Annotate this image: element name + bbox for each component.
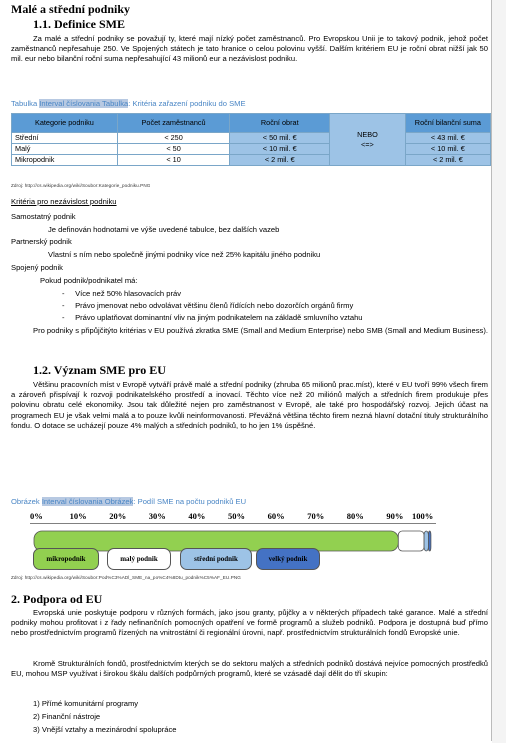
paragraph-support: Evropská unie poskytuje podporu v různých formách, jako jsou granty, půjčky a v některých případech také garance. Malé a střední podniky mohou profitovat i z řady nefinančních pomocných opatření ve formě programů a služeb podniků. Podpora je dostupná buď přímo nebo prostřednictvím programů řízených na vnitrostátní či regionální úrovni, např. prostřednictvím strukturálních fondů Evropské unie. xyxy=(11,608,488,638)
cell-balance: < 43 mil. € xyxy=(405,133,490,144)
criteria-item: Samostatný podnik xyxy=(11,212,76,221)
table-row xyxy=(12,133,491,144)
table-caption xyxy=(11,99,246,108)
heading-1-1: 1.1. Definice SME xyxy=(33,17,125,31)
paragraph-definition: Za malé a střední podniky se považují ty, které mají nízký počet zaměstnanců. Pro Evropskou Unii je to takový podnik, jehož počet zaměstnanců nepřesahuje 250. Ve Spojených státech je tato hranice o celou polovinu vyšší. Dalším kritériem EU je roční obrat nižší jak 50 mil. eur nebo bilanční roční suma nepřesahující 43 milionů eur a nezávislost podniku. xyxy=(11,34,488,64)
cell-employees: < 250 xyxy=(117,133,230,144)
bullet-item: - Právo jmenovat nebo odvolávat většinu členů řídících nebo dozorčích orgánů firmy xyxy=(62,301,354,310)
bar-segment-2 xyxy=(398,531,424,551)
bullet-text: Právo uplatňovat dominantní vliv na jiným podnikatelem na základě smluvního vztahu xyxy=(75,313,363,322)
sme-criteria-table xyxy=(11,113,491,166)
caption-text: : Kritéria zařazení podniku do SME xyxy=(128,99,246,108)
bullet-text: Právo jmenovat nebo odvolávat většinu členů řídících nebo dozorčích orgánů firmy xyxy=(75,301,354,310)
heading-1-2: 1.2. Význam SME pro EU xyxy=(33,363,166,377)
caption-prefix: Obrázek xyxy=(11,497,42,506)
legend-item: střední podnik xyxy=(180,548,252,570)
paragraph-importance: Většinu pracovních míst v Evropě vytváří právě malé a střední podniky (zhruba 65 milionů prac.míst), které v EU tvoří 99% všech firem a zároveň přispívají k rozvoji podnikatelského prostředí a inovací. Těchto více než 20 miliónů malých a středních firem produkuje přes polovinu obratu celé ekonomiky. Jsou tak důležité nejen pro zaměstnanost v Evropě, ale také pro hospodářský rozvoj. Jejich účast na programech EU je však velmi malá a to pouze kvůli neinformovanosti. Převážná většina těchto firem nezná hlavní dotační tituly strukturálního fondu. O dotace se ucházejí pouze 4% malých a středních podniků, to ho jen 1% úspěšné. xyxy=(11,380,488,430)
criteria-item: Je definován hodnotami ve výše uvedené tabulce, bez dalších vazeb xyxy=(48,225,280,234)
heading-2: 2. Podpora od EU xyxy=(11,592,103,606)
legend-item: velký podnik xyxy=(256,548,320,570)
list-item: 1) Přímé komunitární programy xyxy=(33,699,139,708)
bullet-text: Více než 50% hlasovacích práv xyxy=(75,289,182,298)
criteria-item: Spojený podnik xyxy=(11,263,63,272)
cell-balance: < 2 mil. € xyxy=(405,155,490,166)
cell-employees: < 10 xyxy=(117,155,230,166)
bullet-item: - Více než 50% hlasovacích práv xyxy=(62,289,182,298)
cell-turnover: < 10 mil. € xyxy=(230,144,330,155)
criteria-title: Kritéria pro nezávislost podniku xyxy=(11,197,117,206)
tick-label: 50% xyxy=(228,511,245,521)
heading-1: Malé a střední podniky xyxy=(11,2,131,16)
caption-highlight: Interval číslovania Tabulka xyxy=(39,99,129,108)
nebo-cell xyxy=(330,114,406,166)
list-item: 3) Vnější vztahy a mezinárodní spolupráce xyxy=(33,725,177,734)
table-source: Zdroj: http://cs.wikipedia.org/wiki/Soubor:Kategorie_podniku.PNG xyxy=(11,183,151,188)
criteria-item: Pokud podnik/podnikatel má: xyxy=(40,276,138,285)
table-row xyxy=(12,155,491,166)
tick-label: 30% xyxy=(148,511,166,521)
cell-employees: < 50 xyxy=(117,144,230,155)
bullet-item: - Právo uplatňovat dominantní vliv na jiným podnikatelem na základě smluvního vztahu xyxy=(62,313,363,322)
tick-label: 70% xyxy=(307,511,325,521)
list-item: 2) Finanční nástroje xyxy=(33,712,101,721)
cell-category: Malý xyxy=(12,144,118,155)
tick-label: 80% xyxy=(346,511,364,521)
nebo-symbol: <=> xyxy=(361,139,374,149)
header-employees: Počet zaměstnanců xyxy=(117,114,230,133)
caption-highlight: Interval číslovania Obrázek xyxy=(41,497,134,506)
legend-item: mikropodnik xyxy=(33,548,99,570)
caption-prefix: Tabulka xyxy=(11,99,40,108)
chart-caption xyxy=(11,497,246,506)
nebo-label: NEBO xyxy=(357,129,378,139)
tick-label: 100% xyxy=(412,511,434,521)
caption-text: : Podíl SME na počtu podniků EU xyxy=(133,497,247,506)
cell-turnover: < 2 mil. € xyxy=(230,155,330,166)
criteria-item: Partnerský podnik xyxy=(11,237,72,246)
header-category: Kategorie podniku xyxy=(12,114,118,133)
cell-category: Mikropodnik xyxy=(12,155,118,166)
chart-source: Zdroj: http://cs.wikipedia.org/wiki/Soubor:Pod%C3%ADl_SME_na_po%C4%8Dtu_podnik%C5%AF_EU.PNG xyxy=(11,575,241,580)
legend-item: malý podnik xyxy=(107,548,171,570)
tick-label: 10% xyxy=(69,511,87,521)
bar-segment-3 xyxy=(424,531,428,551)
cell-balance: < 10 mil. € xyxy=(405,144,490,155)
tick-label: 90% xyxy=(386,511,404,521)
cell-category: Střední xyxy=(12,133,118,144)
header-balance: Roční bilanční suma xyxy=(405,114,490,133)
paragraph-programs: Kromě Strukturálních fondů, prostřednictvím kterých se do sektoru malých a středních podniků dostává nejvíce pomocných prostředků EU, mohou MSP využívat i širokou škálu dalších podpůrných programů, které se vzásadě dají dělit do tří skupin: xyxy=(11,659,488,679)
tick-label: 60% xyxy=(267,511,285,521)
paragraph-sme: Pro podniky s připůjčitýto kritérias v EU používá zkratka SME (Small and Medium Enterprise) nebo SMB (Small and Medium Business). xyxy=(33,326,488,335)
criteria-item: Vlastní s ním nebo společně jinými podniky více než 25% kapitálu jiného podniku xyxy=(48,250,321,259)
header-turnover: Roční obrat xyxy=(230,114,330,133)
cell-turnover: < 50 mil. € xyxy=(230,133,330,144)
page-gutter xyxy=(492,0,506,743)
bar-segment-4 xyxy=(428,531,431,551)
table-row xyxy=(12,144,491,155)
table-header-row xyxy=(12,114,491,133)
tick-label: 20% xyxy=(109,511,127,521)
tick-label: 40% xyxy=(188,511,206,521)
tick-label: 0% xyxy=(30,511,43,521)
